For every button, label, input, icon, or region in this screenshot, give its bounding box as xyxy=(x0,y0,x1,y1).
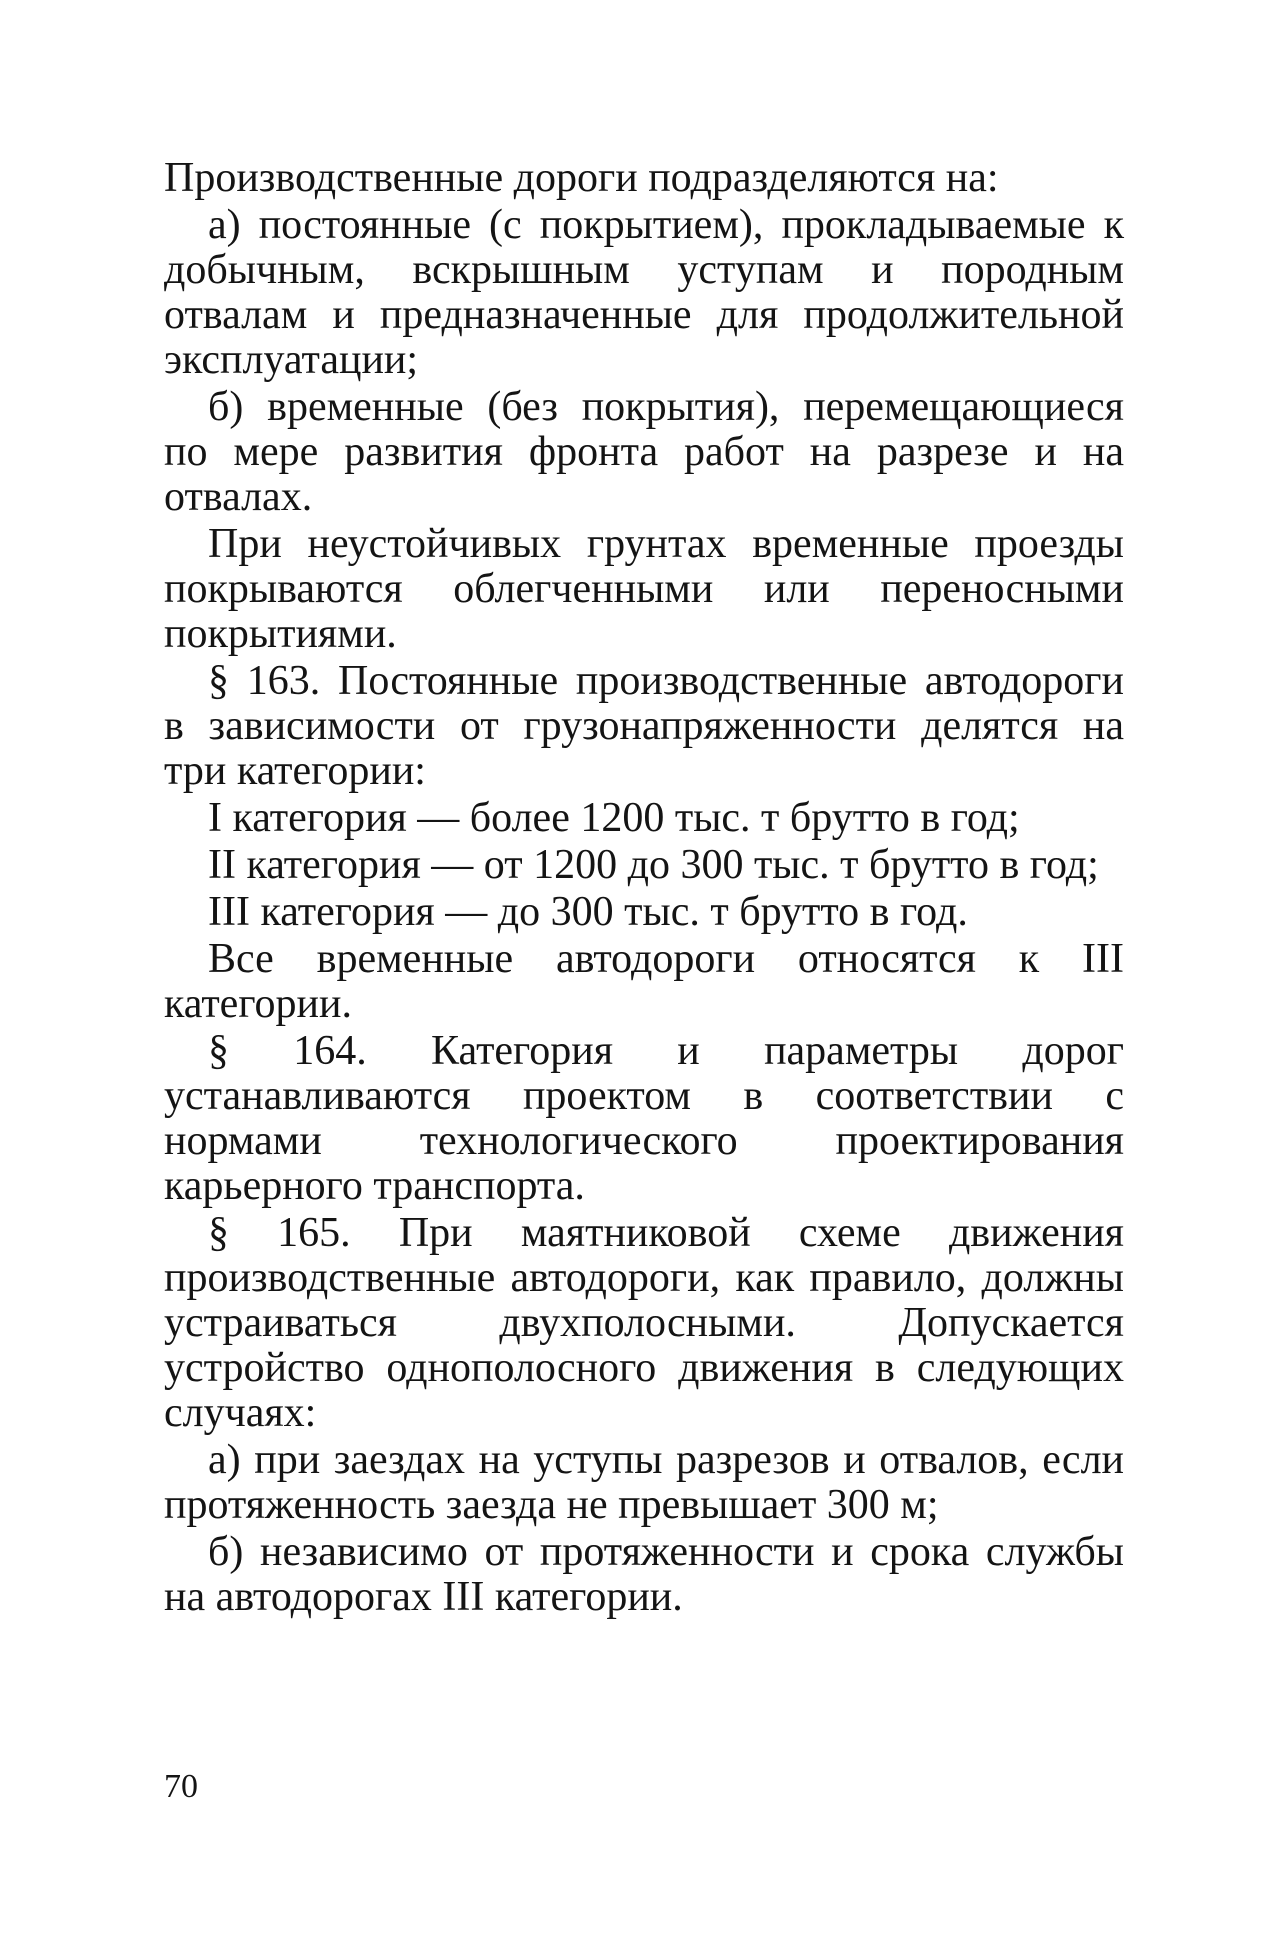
paragraph-category-2: II категория — от 1200 до 300 тыс. т брутто в год; xyxy=(208,842,1099,888)
paragraph-unstable-soils: При неустойчивых грунтах временные проезды покрываются облегченными или переносными покрытиями. xyxy=(164,521,1124,657)
body-text xyxy=(164,156,1124,1620)
paragraph-case-b: б) независимо от протяженности и срока службы на автодорогах III категории. xyxy=(164,1529,1124,1620)
paragraph-intro: Производственные дороги подразделяются на: xyxy=(164,155,999,201)
page-number: 70 xyxy=(164,1768,198,1805)
paragraph-item-a-permanent: а) постоянные (с покрытием), прокладываемые к добычным, вскрышным уступам и породным отвалам и предназначенные для продолжительной эксплуатации; xyxy=(164,202,1124,383)
paragraph-item-b-temporary: б) временные (без покрытия), перемещающиеся по мере развития фронта работ на разрезе и на отвалах. xyxy=(164,384,1124,520)
paragraph-section-165: § 165. При маятниковой схеме движения производственные автодороги, как правило, должны устраиваться двухполосными. Допускается устройство однополосного движения в следующих случаях: xyxy=(164,1210,1124,1436)
paragraph-category-3: III категория — до 300 тыс. т брутто в год. xyxy=(208,889,968,935)
paragraph-category-1: I категория — более 1200 тыс. т брутто в год; xyxy=(208,795,1020,841)
paragraph-temporary-roads: Все временные автодороги относятся к III категории. xyxy=(164,936,1124,1027)
paragraph-section-163: § 163. Постоянные производственные автодороги в зависимости от грузонапряженности делятся на три категории: xyxy=(164,658,1124,794)
paragraph-section-164: § 164. Категория и параметры дорог устанавливаются проектом в соответствии с нормами технологического проектирования карьерного транспорта. xyxy=(164,1028,1124,1209)
paragraph-case-a: а) при заездах на уступы разрезов и отвалов, если протяженность заезда не превышает 300 м; xyxy=(164,1437,1124,1528)
